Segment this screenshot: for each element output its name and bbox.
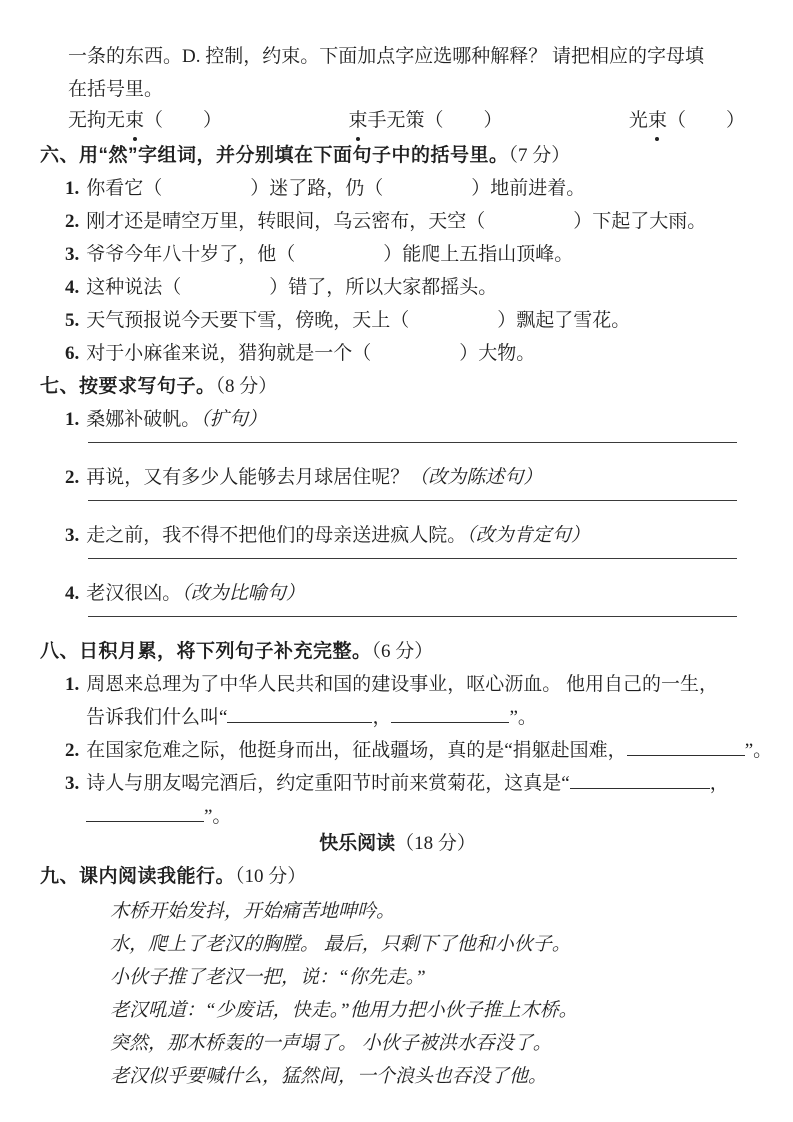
item-number: 1.: [65, 409, 80, 430]
section-9-score: （10 分）: [235, 866, 307, 887]
section-6: [40, 139, 755, 370]
text-segment: 刚才还是晴空万里，转眼间，乌云密布，天空（: [86, 211, 486, 232]
section-8-title-text: 八、日积月累，将下列句子补充完整。: [40, 641, 372, 662]
passage-line: 老汉吼道：“少废话，快走。”他用力把小伙子推上木桥。: [110, 1000, 578, 1021]
item-number: 3.: [65, 773, 80, 794]
section-7-score: （8 分）: [215, 376, 278, 397]
text-segment: ）能爬上五指山顶峰。: [383, 244, 574, 265]
section-6-title-text: 六、用“然”字组词，并分别填在下面句子中的括号里。: [40, 145, 509, 166]
text-segment: （: [144, 110, 164, 131]
question-item: [65, 172, 755, 205]
fill-in-blank: [627, 736, 745, 756]
text-segment: ）迷了路，仍（: [250, 178, 384, 199]
text-segment: 诗人与朋友喝完酒后，约定重阳节时前来赏菊花，这真是“: [86, 773, 570, 794]
text-segment: ”。: [744, 740, 773, 761]
item-text: 走之前，我不得不把他们的母亲送进疯人院。: [86, 525, 467, 546]
text-segment: 光: [628, 110, 648, 131]
fill-in-blank: [570, 769, 710, 789]
item-note: （改为肯定句）: [466, 525, 590, 546]
reading-banner-title: 快乐阅读: [319, 833, 396, 854]
passage-line: 小伙子推了老汉一把，说：“你先走。”: [110, 967, 426, 988]
passage-line: 突然，那木桥轰的一声塌了。 小伙子被洪水吞没了。: [110, 1033, 552, 1054]
item-number: 4.: [65, 583, 80, 604]
question-item: [65, 403, 755, 436]
item-note: （改为陈述句）: [409, 467, 543, 488]
fill-in-blank: [86, 802, 204, 822]
text-segment: ”。: [204, 806, 232, 827]
section-6-title: [40, 139, 755, 172]
question-item: [65, 238, 755, 271]
emphasis-dotted-char: 束: [348, 106, 367, 136]
item-text: 老汉很凶。: [86, 583, 182, 604]
item-number: 2.: [65, 467, 80, 488]
question-item: [65, 668, 755, 701]
dotted-word-item-2: [348, 106, 502, 139]
section-9-title-text: 九、课内阅读我能行。: [40, 866, 236, 887]
text-segment: （: [666, 110, 686, 131]
item-text: [86, 740, 772, 761]
dotted-word-bracket-row: [68, 106, 745, 139]
section-7-title-text: 七、按要求写句子。: [40, 376, 216, 397]
emphasis-dotted-char: 束: [125, 106, 144, 136]
text-segment: ）: [483, 110, 503, 131]
question-item: [65, 461, 755, 494]
text-segment: 爷爷今年八十岁了，他（: [86, 244, 296, 265]
text-segment: ）下起了大雨。: [573, 211, 707, 232]
text-segment: ，: [372, 707, 392, 728]
answer-line: [88, 558, 737, 559]
question-item: [65, 734, 773, 767]
item-text: 桑娜补破帆。: [86, 409, 201, 430]
text-segment: ，: [709, 773, 729, 794]
item-text: [86, 773, 728, 794]
item-number: 1.: [65, 178, 80, 199]
text-segment: 在国家危难之际，他挺身而出，征战疆场，真的是“捐躯赴国难，: [86, 740, 627, 761]
text-segment: 这种说法（: [86, 277, 182, 298]
item-text: [86, 674, 718, 695]
dotted-word-item-1: [68, 106, 222, 139]
text-segment: 无拘无: [68, 110, 126, 131]
question-item: [65, 767, 755, 800]
text-segment: ）错了，所以大家都摇头。: [269, 277, 498, 298]
item-text: [86, 277, 497, 298]
text-segment: ”。: [509, 707, 537, 728]
item-number: 1.: [65, 674, 80, 695]
section-7-title: [40, 370, 755, 403]
item-text: [86, 178, 585, 199]
item-number: 2.: [65, 211, 80, 232]
question-item: [65, 304, 755, 337]
text-segment: ）: [203, 110, 223, 131]
section-8: [40, 635, 773, 833]
question-item: [65, 271, 755, 304]
text-segment: 对于小麻雀来说，猎狗就是一个（: [86, 343, 372, 364]
item-number: 3.: [65, 525, 80, 546]
dotted-word-item-3: [629, 106, 745, 139]
reading-banner-score: （18 分）: [395, 833, 476, 854]
answer-line: [88, 616, 737, 617]
item-text: [86, 244, 573, 265]
item-continuation: [86, 701, 755, 734]
question-item: [65, 205, 755, 238]
text-segment: 周恩来总理为了中华人民共和国的建设事业，呕心沥血。 他用自己的一生，: [86, 674, 719, 695]
text-segment: ）飘起了雪花。: [497, 310, 631, 331]
intro-paragraph: [40, 40, 755, 139]
section-9-title: [40, 860, 755, 893]
item-note: （扩句）: [200, 409, 267, 430]
section-8-score: （6 分）: [371, 641, 434, 662]
question-item: [65, 577, 755, 610]
question-item: [65, 337, 755, 370]
text-segment: 告诉我们什么叫“: [86, 707, 228, 728]
answer-line: [88, 500, 737, 501]
section-6-score: （7 分）: [508, 145, 571, 166]
passage-line: 水，爬上了老汉的胸膛。 最后，只剩下了他和小伙子。: [110, 934, 571, 955]
section-9: [40, 860, 755, 1093]
text-segment: 天气预报说今天要下雪，傍晚，天上（: [86, 310, 410, 331]
section-7: [40, 370, 755, 617]
text-segment: ）大物。: [459, 343, 536, 364]
item-number: 2.: [65, 740, 80, 761]
text-segment: 手无策（: [367, 110, 444, 131]
item-text: [86, 211, 706, 232]
text-segment: ）地前进着。: [471, 178, 586, 199]
intro-line-1: 一条的东西。D. 控制，约束。下面加点字应选哪种解释？ 请把相应的字母填: [68, 46, 704, 67]
item-number: 6.: [65, 343, 80, 364]
item-text: 再说，又有多少人能够去月球居住呢？: [86, 467, 410, 488]
fill-in-blank: [391, 703, 509, 723]
item-number: 3.: [65, 244, 80, 265]
reading-passage: [40, 895, 755, 1093]
item-number: 5.: [65, 310, 80, 331]
text-segment: ）: [725, 110, 745, 131]
section-8-title: [40, 635, 755, 668]
item-note: （改为比喻句）: [181, 583, 305, 604]
item-text: [86, 310, 630, 331]
intro-line-2: 在括号里。: [68, 79, 164, 100]
emphasis-dotted-char: 束: [648, 106, 667, 136]
passage-line: 木桥开始发抖，开始痛苦地呻吟。: [110, 901, 396, 922]
item-text: [86, 343, 535, 364]
question-item: [65, 519, 755, 552]
item-number: 4.: [65, 277, 80, 298]
answer-line: [88, 442, 737, 443]
text-segment: 你看它（: [86, 178, 163, 199]
fill-in-blank: [227, 703, 372, 723]
passage-line: 老汉似乎要喊什么，猛然间，一个浪头也吞没了他。: [110, 1066, 548, 1087]
